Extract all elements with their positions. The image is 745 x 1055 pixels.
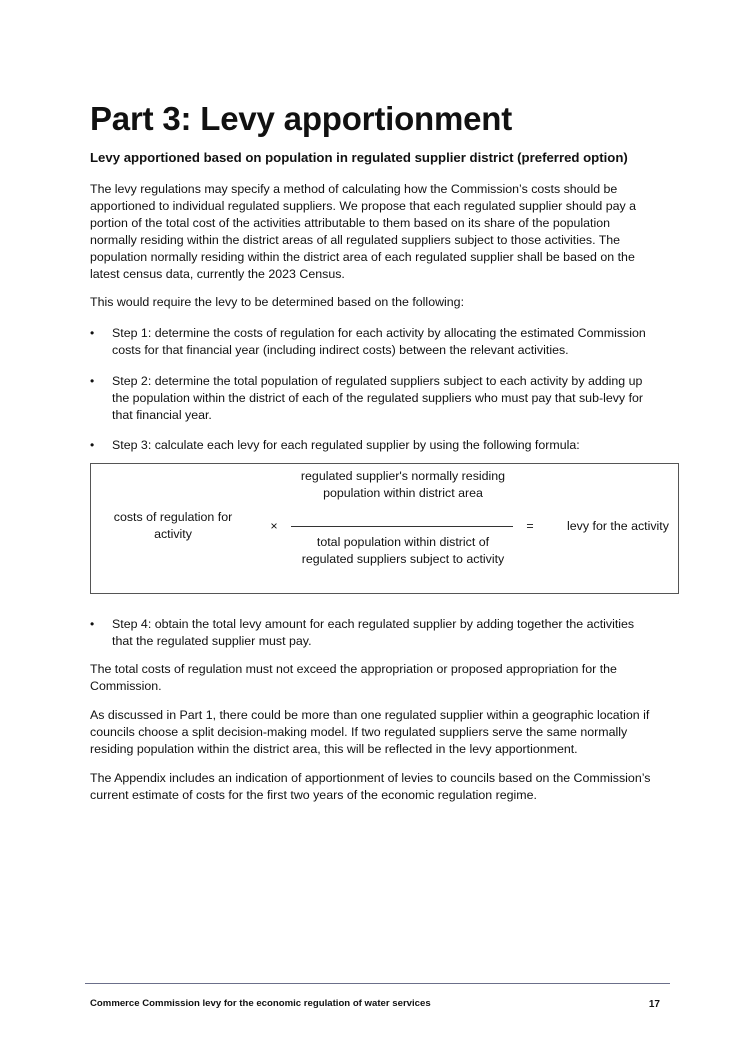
paragraph-split-model: As discussed in Part 1, there could be more than one regulated supplier within a geographic location if councils choose a split decision-making model. If two regulated suppliers serve the same normally residing population within the district area, this will be reflected in the levy apportionment. — [90, 708, 650, 756]
bullet-icon: • — [90, 438, 95, 452]
formula-denominator: total population within district of regulated suppliers subject to activity — [301, 535, 505, 566]
page-title: Part 3: Levy apportionment — [90, 100, 513, 137]
bullet-icon: • — [90, 617, 95, 631]
fraction-bar — [291, 526, 513, 527]
section-subheading: Levy apportioned based on population in regulated supplier district (preferred option) — [90, 150, 628, 165]
footer-document-title: Commerce Commission levy for the economic regulation of water services — [90, 998, 431, 1009]
levy-formula-box — [90, 463, 679, 594]
step-2-text: Step 2: determine the total population of regulated suppliers subject to each activity by adding up the population within the district of each of the regulated suppliers who must pay that sub-levy for that financial year. — [112, 374, 644, 422]
formula-equals-sign: = — [526, 519, 534, 533]
page-number: 17 — [648, 999, 660, 1010]
paragraph-levy-method: The levy regulations may specify a method of calculating how the Commission’s costs should be apportioned to individual regulated suppliers. We propose that each regulated supplier should pay a portion of the total cost of the activities attributable to them based on its share of the population normally residing within the district areas of all regulated suppliers subject to those activities. The population normally residing within the district area of each regulated supplier shall be based on the latest census data, currently the 2023 Census. — [90, 182, 637, 281]
formula-multiply-sign: × — [270, 519, 278, 533]
bullet-icon: • — [90, 326, 95, 340]
step-3-text: Step 3: calculate each levy for each regulated supplier by using the following formula: — [112, 438, 580, 452]
footer-divider — [85, 983, 670, 984]
formula-costs-term: costs of regulation for activity — [113, 510, 233, 541]
formula-numerator: regulated supplier's normally residing population within district area — [300, 469, 506, 500]
formula-result: levy for the activity — [567, 519, 669, 533]
paragraph-requirements-intro: This would require the levy to be determined based on the following: — [90, 295, 465, 309]
paragraph-appendix: The Appendix includes an indication of apportionment of levies to councils based on the Commission’s current estimate of costs for the first two years of the economic regulation regime. — [90, 771, 651, 802]
bullet-icon: • — [90, 374, 95, 388]
step-1-text: Step 1: determine the costs of regulation for each activity by allocating the estimated Commission costs for that financial year (including indirect costs) between the relevant activities. — [112, 326, 646, 357]
step-4-text: Step 4: obtain the total levy amount for each regulated supplier by adding together the activities that the regulated supplier must pay. — [112, 617, 635, 648]
paragraph-cost-limit: The total costs of regulation must not exceed the appropriation or proposed appropriation for the Commission. — [90, 662, 617, 693]
